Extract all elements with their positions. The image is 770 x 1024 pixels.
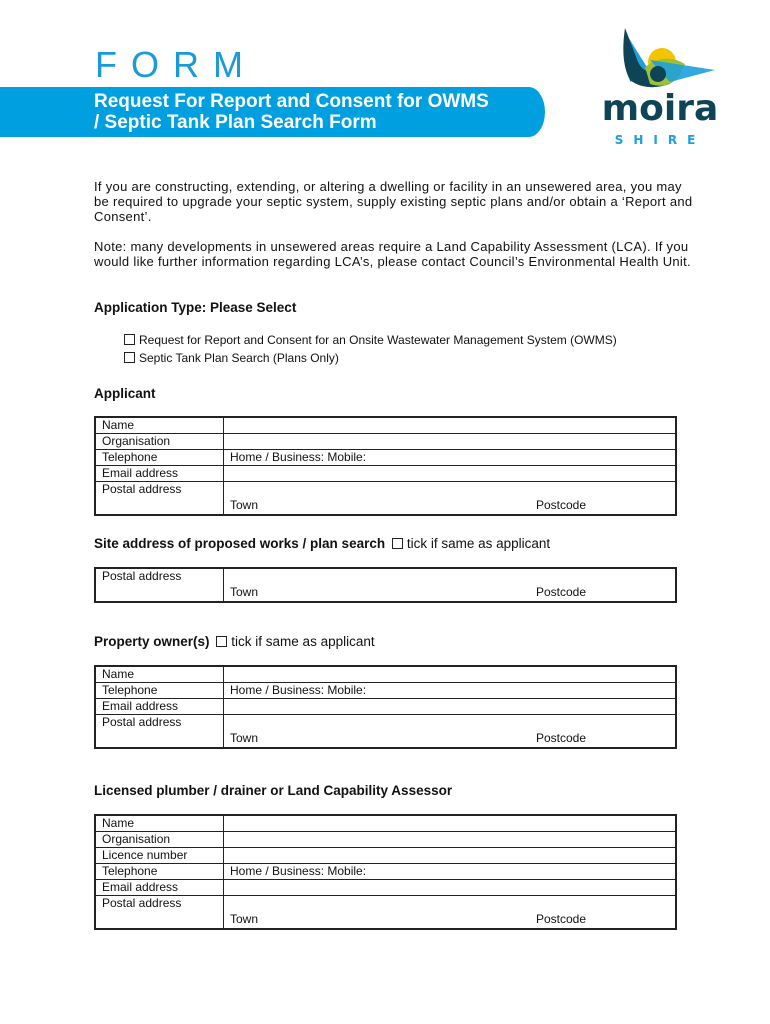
tick-label: tick if same as applicant: [231, 634, 375, 649]
table-row: [95, 683, 676, 699]
title-banner: [0, 87, 545, 137]
section-heading-text: Applicant: [94, 386, 156, 401]
field-label: Email address: [95, 880, 224, 896]
postcode-label: Postcode: [536, 498, 587, 512]
field-label: Postal address: [95, 896, 224, 930]
table-row: [95, 699, 676, 715]
postcode-label: Postcode: [536, 731, 587, 745]
intro-paragraph: If you are constructing, extending, or altering a dwelling or facility in an unsewered area, you may be required to upgrade your septic system, supply existing septic plans and/or obtain a ‘Report and Consent’.: [94, 179, 693, 224]
logo-subtext: SHIRE: [614, 133, 706, 147]
field-label: Email address: [95, 466, 224, 482]
property-owner-heading: [94, 634, 375, 649]
field-label: Name: [95, 666, 224, 683]
property-owner-table: [94, 665, 677, 749]
field-input[interactable]: [224, 699, 677, 715]
postal-address-field[interactable]: [224, 896, 677, 930]
field-label: Licence number: [95, 848, 224, 864]
option-plan-search[interactable]: [124, 351, 339, 365]
plumber-heading: [94, 783, 452, 798]
table-row: [95, 715, 676, 749]
applicant-heading: [94, 386, 156, 401]
postal-address-field[interactable]: [224, 568, 677, 602]
field-input[interactable]: Home / Business: Mobile:: [224, 683, 677, 699]
table-row: [95, 466, 676, 482]
table-row: [95, 450, 676, 466]
field-input[interactable]: Home / Business: Mobile:: [224, 864, 677, 880]
table-row: [95, 896, 676, 930]
field-label: Telephone: [95, 864, 224, 880]
field-input[interactable]: [224, 434, 677, 450]
site-address-heading: [94, 536, 550, 551]
field-input[interactable]: [224, 880, 677, 896]
field-input[interactable]: [224, 466, 677, 482]
table-row: [95, 482, 676, 516]
town-label: Town: [230, 731, 259, 745]
table-row: [95, 568, 676, 602]
table-row: [95, 848, 676, 864]
checkbox-icon[interactable]: [124, 334, 135, 345]
same-as-applicant-checkbox[interactable]: [213, 634, 374, 649]
logo-text: moira: [601, 88, 719, 129]
checkbox-icon[interactable]: [124, 352, 135, 363]
moira-shire-logo: [590, 22, 730, 152]
field-label: Email address: [95, 699, 224, 715]
postcode-label: Postcode: [536, 912, 587, 926]
postal-address-field[interactable]: [224, 715, 677, 749]
title-line-2: / Septic Tank Plan Search Form: [94, 112, 377, 133]
option-label: Septic Tank Plan Search (Plans Only): [139, 351, 339, 365]
table-row: [95, 666, 676, 683]
option-label: Request for Report and Consent for an Onsite Wastewater Management System (OWMS): [139, 333, 617, 347]
applicant-table: [94, 416, 677, 516]
field-input[interactable]: [224, 666, 677, 683]
field-input[interactable]: [224, 815, 677, 832]
field-label: Organisation: [95, 434, 224, 450]
tick-label: tick if same as applicant: [406, 536, 551, 551]
field-input[interactable]: [224, 832, 677, 848]
table-row: [95, 815, 676, 832]
plumber-table: [94, 814, 677, 930]
section-heading-text: Property owner(s): [94, 634, 210, 649]
town-label: Town: [230, 498, 259, 512]
table-row: [95, 417, 676, 434]
same-as-applicant-checkbox[interactable]: [389, 536, 550, 551]
option-owms[interactable]: [124, 333, 617, 347]
field-label: Name: [95, 815, 224, 832]
lca-note: Note: many developments in unsewered areas require a Land Capability Assessment (LCA). If you would like further information regarding LCA’s, please contact Council’s Environmental Health Unit.: [94, 239, 691, 269]
section-heading-text: Licensed plumber / drainer or Land Capability Assessor: [94, 783, 453, 798]
checkbox-icon[interactable]: [216, 636, 227, 647]
table-row: [95, 832, 676, 848]
site-address-table: [94, 567, 677, 603]
field-input[interactable]: [224, 848, 677, 864]
postcode-label: Postcode: [536, 585, 587, 599]
table-row: [95, 434, 676, 450]
town-label: Town: [230, 585, 259, 599]
title-line-1: Request For Report and Consent for OWMS: [94, 91, 489, 112]
town-label: Town: [230, 912, 259, 926]
field-label: Telephone: [95, 450, 224, 466]
checkbox-icon[interactable]: [392, 538, 403, 549]
field-label: Name: [95, 417, 224, 434]
postal-address-field[interactable]: [224, 482, 677, 516]
application-type-heading: Application Type: Please Select: [94, 300, 297, 315]
field-label: Organisation: [95, 832, 224, 848]
field-label: Postal address: [95, 568, 224, 602]
field-label: Postal address: [95, 482, 224, 516]
field-input[interactable]: [224, 417, 677, 434]
field-input[interactable]: Home / Business: Mobile:: [224, 450, 677, 466]
form-label: FORM: [95, 44, 257, 85]
section-heading-text: Site address of proposed works / plan search: [94, 536, 386, 551]
table-row: [95, 864, 676, 880]
table-row: [95, 880, 676, 896]
field-label: Telephone: [95, 683, 224, 699]
field-label: Postal address: [95, 715, 224, 749]
